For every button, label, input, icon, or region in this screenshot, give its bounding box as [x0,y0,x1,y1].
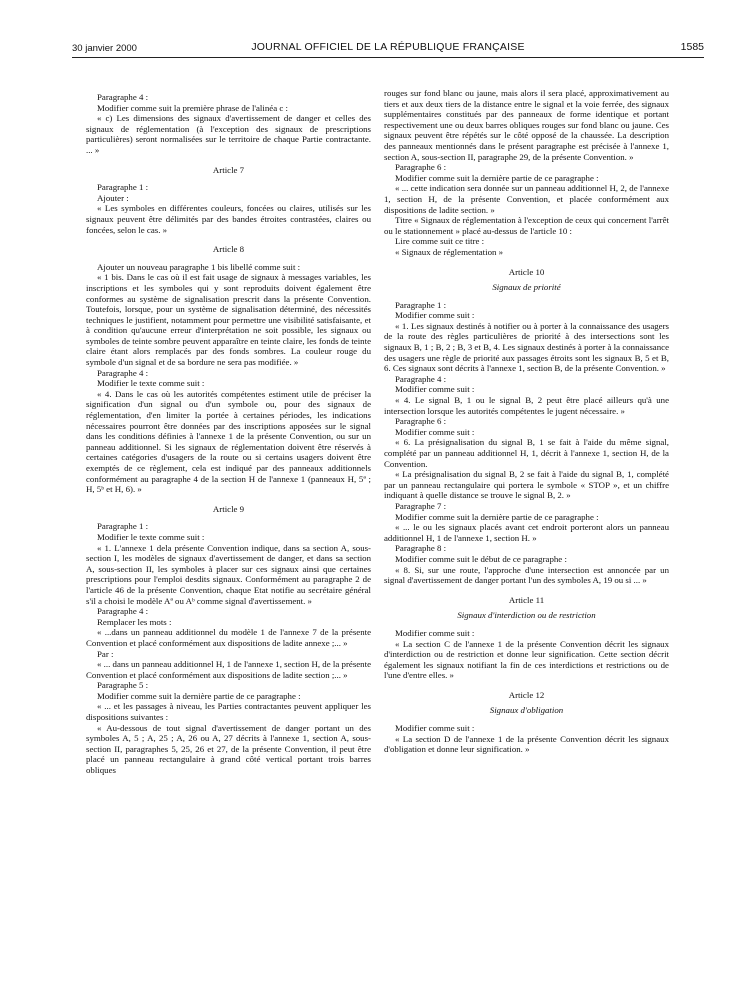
article-subtitle: Signaux d'interdiction ou de restriction [457,610,596,621]
paragraph: Modifier comme suit : [395,627,475,638]
paragraph: Lire comme suit ce titre : [395,236,485,247]
paragraph: Modifier comme suit la première phrase de l'alinéa c : [97,102,288,113]
paragraph: Modifier comme suit : [395,384,475,395]
paragraph: « 1. Les signaux destinés à notifier ou à porter à la connaissance des usagers de la route des règles particulières de priorité à des intersections sont les signaux B, 1 ; B, 2 ; B, 3 et B, 4. Les signaux destinés à porter à la connaissance des usagers une règle de priorité aux passages étroits sont les signaux B, 5 et B, 6. Ces signaux sont décrits à l'annexe 1, section B, de la présente Convention. » [384,320,669,374]
paragraph: Modifier le texte comme suit : [97,378,205,389]
paragraph: « Au-dessous de tout signal d'avertissement de danger portant un des symboles A, 5 ; A, 25 ; A, 26 ou A, 27 décrits à l'annexe 1, section A, sous-section II, paragraphes 5, 25, 26 et 27, de la présente Convention, il peut être placé un panneau rectangulaire à grand côté vertical portant trois barres obliques [86,722,371,776]
paragraph: « 4. Le signal B, 1 ou le signal B, 2 peut être placé ailleurs qu'à une intersection lorsque les autorités compétentes le jugent nécessaire. » [384,395,669,416]
paragraph: Paragraphe 5 : [97,680,149,691]
paragraph: Modifier comme suit le début de ce paragraphe : [395,553,567,564]
article-subtitle: Signaux de priorité [492,282,561,293]
paragraph: Paragraphe 4 : [97,92,149,102]
article-subtitle: Signaux d'obligation [489,705,564,716]
paragraph: Modifier comme suit : [395,426,475,437]
header-date: 30 janvier 2000 [72,43,137,54]
paragraph: Modifier comme suit la dernière partie de ce paragraphe : [395,172,599,183]
paragraph: « ... cette indication sera donnée sur un panneau additionnel H, 2, de l'annexe 1, section H, de la présente Convention, et placée conformément aux dispositions de ladite section. » [384,183,669,215]
paragraph: « Les symboles en différentes couleurs, foncées ou claires, utilisés sur les signaux peuvent être délimités par des bandes étroites contrastées, claires ou foncées, selon le cas. » [86,203,371,235]
article-heading: Article 10 [508,266,545,277]
paragraph: « 1 bis. Dans le cas où il est fait usage de signaux à messages variables, les inscriptions et les symboles qui y sont reproduits doivent également être conformes au système de signalisation prescrit dans la présente Convention. Toutefois, lorsque, pour un système de signalisation déterminé, des nécessités techniques le justifient, notamment pour permettre une visibilité satisfaisante, et à condition qu'aucune erreur d'interprétation ne soit possible, les signaux ou symboles de teinte sombre peuvent apparaître en teinte claire, les fonds de teinte claire étant alors remplacés par des fonds sombres. La couleur rouge du symbole d'un signal et de sa bordure ne sera pas modifiée. » [86,272,371,368]
article-heading: Article 12 [508,689,545,700]
paragraph: Modifier comme suit : [395,723,475,734]
paragraph: Modifier comme suit la dernière partie de ce paragraphe : [395,511,599,522]
paragraph: Paragraphe 4 : [97,606,149,617]
article-heading: Article 9 [212,503,245,514]
paragraph: « ...dans un panneau additionnel du modèle 1 de l'annexe 7 de la présente Convention et placé conformément aux dispositions de ladite annexe ;... » [86,627,371,648]
journal-title: JOURNAL OFFICIEL DE LA RÉPUBLIQUE FRANÇAISE [251,41,525,53]
article-heading: Article 7 [212,164,245,175]
paragraph: Paragraphe 6 : [395,416,447,427]
paragraph: Modifier comme suit la dernière partie de ce paragraphe : [97,690,301,701]
paragraph: Paragraphe 1 : [395,299,447,310]
paragraph: « La section D de l'annexe 1 de la présente Convention décrit les signaux d'obligation et donne leur signification. » [384,733,669,755]
paragraph: « c) Les dimensions des signaux d'avertissement de danger et celles des signaux de réglementation (à l'exception des signaux de prescriptions particulières) seront normalisées sur le territoire de chaque Partie contractante. ... » [86,113,371,155]
paragraph: Ajouter un nouveau paragraphe 1 bis libellé comme suit : [97,261,301,272]
paragraph: Paragraphe 6 : [395,162,447,173]
paragraph: Titre « Signaux de réglementation à l'exception de ceux qui concernent l'arrêt ou le stationnement » placé au-dessus de l'article 10 : [384,215,669,236]
right-column [384,88,669,755]
paragraph: Paragraphe 1 : [97,182,149,193]
paragraph: Paragraphe 4 : [395,373,447,384]
paragraph: Modifier le texte comme suit : [97,531,205,542]
paragraph: « 6. La présignalisation du signal B, 1 se fait à l'aide du même signal, complété par un panneau additionnel H, 1, décrit à l'annexe 1, section H, de la Convention. [384,437,669,469]
paragraph: « 8. Si, sur une route, l'approche d'une intersection est annoncée par un signal d'avertissement de danger portant l'un des symboles A, 19 ou si ... » [384,564,669,586]
paragraph: « ... le ou les signaux placés avant cet endroit porteront alors un panneau additionnel H, 1 de l'annexe 1, section H. » [384,522,669,543]
paragraph: « Signaux de réglementation » [395,246,504,257]
paragraph: Paragraphe 8 : [395,543,447,554]
paragraph: Paragraphe 1 : [97,521,149,532]
paragraph: « La présignalisation du signal B, 2 se fait à l'aide du signal B, 1, complété par un panneau rectangulaire qui portera le symbole « STOP », et un chiffre indiquant à quelle distance se trouve le signal B, 2. » [384,469,669,501]
paragraph: Modifier comme suit : [395,310,475,321]
paragraph: Ajouter : [97,192,129,203]
paragraph: « 1. L'annexe 1 dela présente Convention indique, dans sa section A, sous-section I, les modèles de signaux d'avertissement de danger, et dans sa section A, sous-section II, les symboles à placer sur ces signaux ainsi que certaines prescriptions pour l'emploi desdits signaux. Conformément au paragraphe 2 de l'article 46 de la présente Convention, chaque Etat notifie au secrétaire général s'il a choisi le modèle Aª ou Aᵇ comme signal d'avertissement. » [86,542,371,606]
left-column [86,92,371,776]
header-rule [72,57,704,58]
page-header [72,40,704,56]
paragraph: Paragraphe 4 : [97,367,149,378]
paragraph: « La section C de l'annexe 1 de la présente Convention décrit les signaux d'interdiction ou de restriction et donne leur signification. Cette section décrit également les signaux notifiant la fin de ces interdictions et restrictions ou de l'une d'entre elles. » [384,638,669,681]
paragraph: Par : [97,648,114,659]
paragraph: « ... dans un panneau additionnel H, 1 de l'annexe 1, section H, de la présente Convention et placé conformément aux dispositions de ladite section ;... » [86,659,371,680]
paragraph: « ... et les passages à niveau, les Parties contractantes peuvent appliquer les dispositions suivantes : [86,701,371,723]
article-heading: Article 8 [212,244,245,255]
paragraph: Remplacer les mots : [97,616,172,627]
paragraph: Paragraphe 7 : [395,500,447,511]
page-number: 1585 [680,41,704,53]
paragraph: « 4. Dans le cas où les autorités compétentes estiment utile de préciser la signification d'un signal ou d'un symbole ou, pour des signaux de réglementation, d'en limiter la portée à certaines périodes, les indications nécessaires pourront être données par des inscriptions apposées sur le signal dans les conditions définies à l'annexe 1 de la présente Convention, ou sur un panneau additionnel. Si les signaux de réglementation doivent être réservés à certaines catégories d'usagers de la route ou si certains usagers doivent être exemptés de ce règlement, cela est indiqué par des panneaux additionnels conformément au paragraphe 4 de la section H de l'annexe 1 (panneaux H, 5ª ; H, 5ᵇ et H, 6). » [86,388,371,495]
article-heading: Article 11 [508,594,545,605]
paragraph: rouges sur fond blanc ou jaune, mais alors il sera placé, approximativement au tiers et aux deux tiers de la distance entre le signal et la voie ferrée, des signaux supplémentaires constitués par des panneaux de forme identique et portant respectivement une ou deux barres obliques rouges sur fond blanc ou jaune. Ces signaux peuvent être répétés sur le côté opposé de la chaussée. La description des panneaux mentionnés dans le présent paragraphe est précisée à l'annexe 1, section A, sous-section II, paragraphe 29, de la présente Convention. » [384,88,669,162]
